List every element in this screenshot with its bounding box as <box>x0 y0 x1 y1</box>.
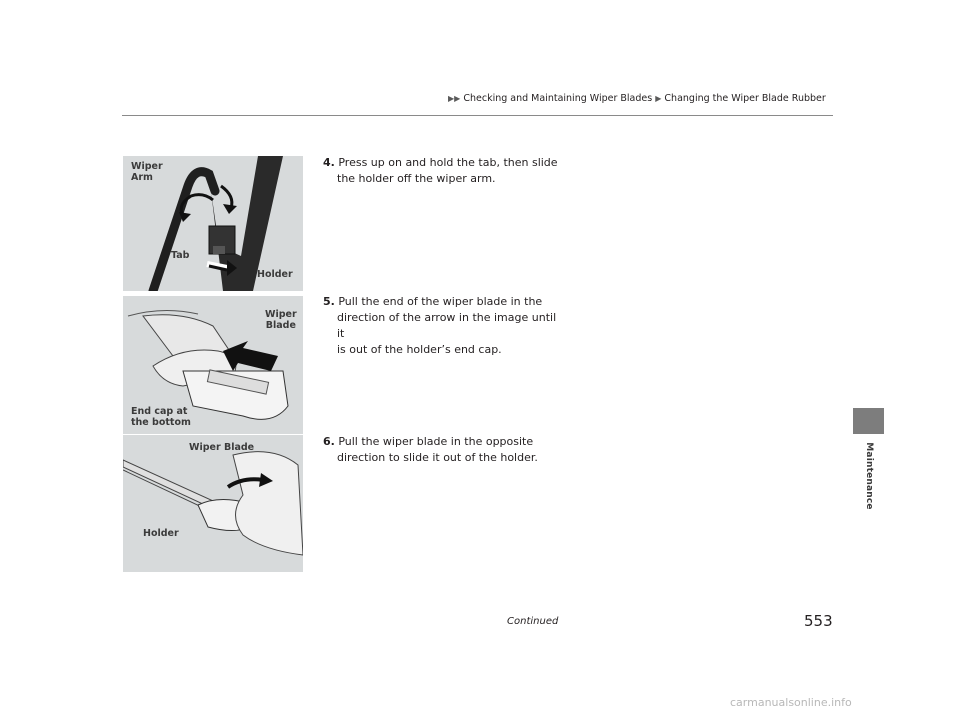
section-tab-label[interactable]: Maintenance <box>864 442 874 510</box>
step-text: direction to slide it out of the holder. <box>337 451 538 464</box>
step-number: 5. <box>323 295 335 308</box>
breadcrumb-separator-icon: ▶ <box>655 94 662 103</box>
figure-wiper-arm <box>123 156 303 291</box>
breadcrumb-arrow-icon: ▶▶ <box>448 94 461 103</box>
figure-wiper-blade-holder <box>123 435 303 572</box>
step-text: the holder off the wiper arm. <box>337 172 496 185</box>
step-5 <box>323 294 563 358</box>
label-end-cap: End cap at the bottom <box>131 406 191 428</box>
label-wiper-blade-2: Wiper Blade <box>189 442 255 453</box>
step-number: 6. <box>323 435 335 448</box>
step-text: Press up on and hold the tab, then slide <box>338 156 558 169</box>
page-number: 553 <box>804 612 833 630</box>
header-divider <box>122 115 833 116</box>
label-wiper-arm: Wiper Arm <box>131 161 163 183</box>
step-text: direction of the arrow in the image until it <box>337 311 557 340</box>
label-wiper-blade: Wiper Blade <box>265 309 297 331</box>
section-tab-marker <box>853 408 884 434</box>
step-4 <box>323 155 563 187</box>
step-text: Pull the end of the wiper blade in the <box>338 295 543 308</box>
step-text: Pull the wiper blade in the opposite <box>338 435 534 448</box>
label-holder-2: Holder <box>143 528 179 539</box>
continued-note: Continued <box>507 616 559 627</box>
label-tab: Tab <box>171 250 190 261</box>
breadcrumb-item[interactable]: Changing the Wiper Blade Rubber <box>664 93 826 104</box>
step-number: 4. <box>323 156 335 169</box>
label-holder: Holder <box>257 269 293 280</box>
watermark: carmanualsonline.info <box>730 696 852 709</box>
wiper-blade-holder-illustration <box>123 435 303 572</box>
step-text: is out of the holder’s end cap. <box>337 343 502 356</box>
figure-wiper-blade-end-cap <box>123 296 303 434</box>
breadcrumb <box>448 93 826 104</box>
breadcrumb-item[interactable]: Checking and Maintaining Wiper Blades <box>463 93 653 104</box>
step-6 <box>323 434 563 466</box>
